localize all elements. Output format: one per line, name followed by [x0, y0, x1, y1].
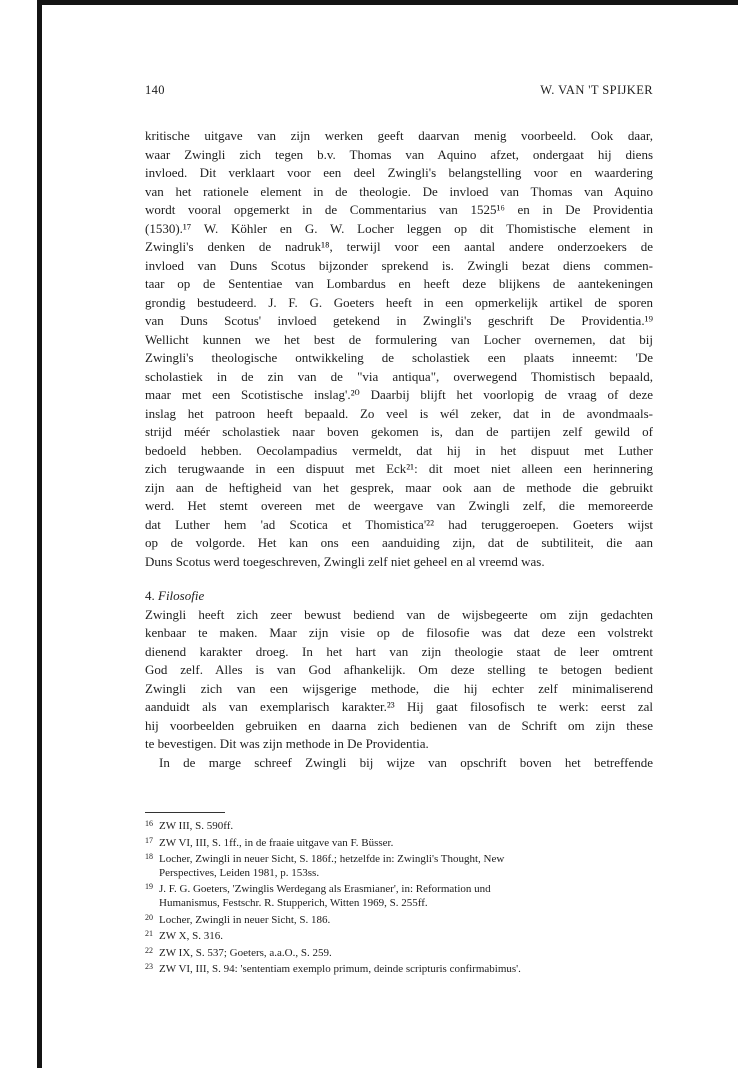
footnote-number: 17	[145, 835, 153, 845]
section-line: dienend karakter droeg. In het hart van zijn theologie staat de leer omtrent	[145, 643, 653, 659]
body-line: van Duns Scotus' invloed getekend in Zwingli's geschrift De Providentia.¹⁹	[145, 313, 653, 328]
footnote-number: 22	[145, 945, 153, 955]
footnote-number: 20	[145, 912, 153, 922]
body-line: inslag het patroon heeft bepaald. Zo veel is wél zeker, dat in de avondmaals-	[145, 405, 653, 421]
body-line: maar met een Scotistische inslag'.²⁰ Daarbij blijft het voorlopig de vraag of deze	[145, 387, 653, 402]
footnote-number: 21	[145, 929, 153, 939]
section-line: Zwingli heeft zich zeer bewust bediend van de wijsbegeerte om zijn gedachten	[145, 606, 653, 622]
footnote	[145, 944, 653, 961]
body-line: bedoeld hebben. Oecolampadius vermeldt, dat hij in het dispuut met Luther	[145, 442, 653, 458]
section-line: In de marge schreef Zwingli bij wijze van opschrift boven het betreffende	[159, 754, 653, 770]
body-line: Wellicht kunnen we het best de formulering van Locher overnemen, dat bij	[145, 331, 653, 347]
body-line: Zwingli's theologische ontwikkeling de scholastiek een plaats inneemt: 'De	[145, 350, 653, 365]
body-line: Duns Scotus werd toegeschreven, Zwingli zelf niet geheel en al vreemd was.	[145, 553, 545, 569]
footnote-text: ZW VI, III, S. 94: 'sententiam exemplo primum, deinde scripturis confirmabimus'.	[159, 963, 521, 976]
running-head-author: W. VAN 'T SPIJKER	[540, 83, 653, 97]
body-line: kritische uitgave van zijn werken geeft daarvan menig voorbeeld. Ook daar,	[145, 128, 653, 143]
footnote-text: ZW IX, S. 537; Goeters, a.a.O., S. 259.	[159, 946, 332, 959]
body-line: werd. Het stemt overeen met de weergave van Zwingli zelf, die memoreerde	[145, 498, 653, 513]
footnote-continuation	[145, 897, 653, 911]
footnotes	[145, 817, 653, 977]
body-line: zich terugwaande in een dispuut met Eck²¹: dit moet niet alleen een herinnering	[145, 461, 653, 476]
body-line: Zwingli's denken de nadruk¹⁸, terwijl voor een aantal andere onderzoekers de	[145, 239, 653, 254]
footnote-text: Locher, Zwingli in neuer Sicht, S. 186.	[159, 913, 331, 926]
body-line: wordt vooral opgemerkt in de Commentarius van 1525¹⁶ en in De Providentia	[145, 202, 653, 217]
footnote-number: 16	[145, 819, 153, 828]
footnote	[145, 927, 653, 944]
footnote-number: 18	[145, 852, 153, 862]
body-line: van het rationele element in de theologie. De invloed van Thomas van Aquino	[145, 183, 653, 199]
footnote-text: ZW III, S. 590ff.	[159, 820, 234, 832]
footnote-number: 19	[145, 882, 153, 892]
footnote	[145, 817, 653, 834]
footnote-text: Locher, Zwingli in neuer Sicht, S. 186f.; hetzelfde in: Zwingli's Thought, New	[159, 853, 505, 866]
footnote-text: Perspectives, Leiden 1981, p. 153ss.	[159, 866, 320, 879]
footnote-text: J. F. G. Goeters, 'Zwinglis Werdegang als Erasmianer', in: Reformation und	[159, 883, 491, 896]
footnote-text: ZW VI, III, S. 1ff., in de fraaie uitgave van F. Büsser.	[159, 836, 394, 849]
footnote	[145, 911, 653, 928]
section-line: aanduidt als van exemplarisch karakter.²³ Hij gaat filosofisch te werk: eerst zal	[145, 699, 653, 714]
page-number: 140	[145, 83, 165, 97]
section-line: God zelf. Alles is van God afhankelijk. Om deze stelling te betogen bedient	[145, 662, 653, 677]
section-line: hij voorbeelden gebruiken en daarna zich bedienen van de Schrift om zijn these	[145, 717, 653, 733]
body-line: waar Zwingli zich tegen b.v. Thomas van Aquino afzet, ondergaat hij diens	[145, 146, 653, 162]
body-line: zijn aan de heftigheid van het gesprek, maar ook aan de methode die gebruikt	[145, 479, 653, 495]
footnote	[145, 960, 653, 977]
section-line: te bevestigen. Dit was zijn methode in De Providentia.	[145, 736, 429, 751]
body-line: op de volgorde. Het kan ons een aanduiding zijn, dat de subtiliteit, die aan	[145, 535, 653, 550]
body-line: taar op de Sententiae van Lombardus en heeft deze blijkens de aantekeningen	[145, 276, 653, 291]
book-page	[42, 5, 738, 1068]
footnote-text: ZW X, S. 316.	[159, 930, 223, 943]
section-heading	[145, 587, 653, 606]
body-line: invloed. Dit verklaart voor een deel Zwingli's belangstelling voor en waardering	[145, 165, 653, 180]
body-text	[145, 127, 653, 772]
body-line: grondig bestudeerd. J. F. G. Goeters heeft in een opmerkelijk artikel de sporen	[145, 294, 653, 310]
body-line: invloed van Duns Scotus bijzonder sprekend is. Zwingli bezat diens commen-	[145, 257, 653, 273]
footnote-continuation	[145, 867, 653, 881]
body-line: scholastiek in de zin van de "via antiqua", overwegend Thomistisch bepaald,	[145, 368, 653, 384]
footnote	[145, 834, 653, 851]
body-line: dat Luther hem 'ad Scotica et Thomistica'²² had teruggeroepen. Goeters wijst	[145, 516, 653, 532]
section-line: Zwingli zich van een wijsgerige methode, die hij echter zelf minimaliserend	[145, 680, 653, 696]
running-head	[145, 83, 653, 101]
footnote-divider	[145, 812, 225, 813]
section-title: Filosofie	[158, 588, 205, 603]
body-line: strijd méér scholastiek naar boven gekomen is, dan de partijen zelf gewild of	[145, 424, 653, 439]
footnote	[145, 880, 653, 897]
section-number: 4.	[145, 588, 155, 603]
footnote-number: 23	[145, 962, 153, 972]
section-line: kenbaar te maken. Maar zijn visie op de filosofie was dat deze een volstrekt	[145, 625, 653, 640]
footnote	[145, 850, 653, 867]
footnote-text: Humanismus, Festschr. R. Stupperich, Witten 1969, S. 255ff.	[159, 896, 428, 909]
body-line: (1530).¹⁷ W. Köhler en G. W. Locher leggen op dit Thomistische element in	[145, 220, 653, 236]
